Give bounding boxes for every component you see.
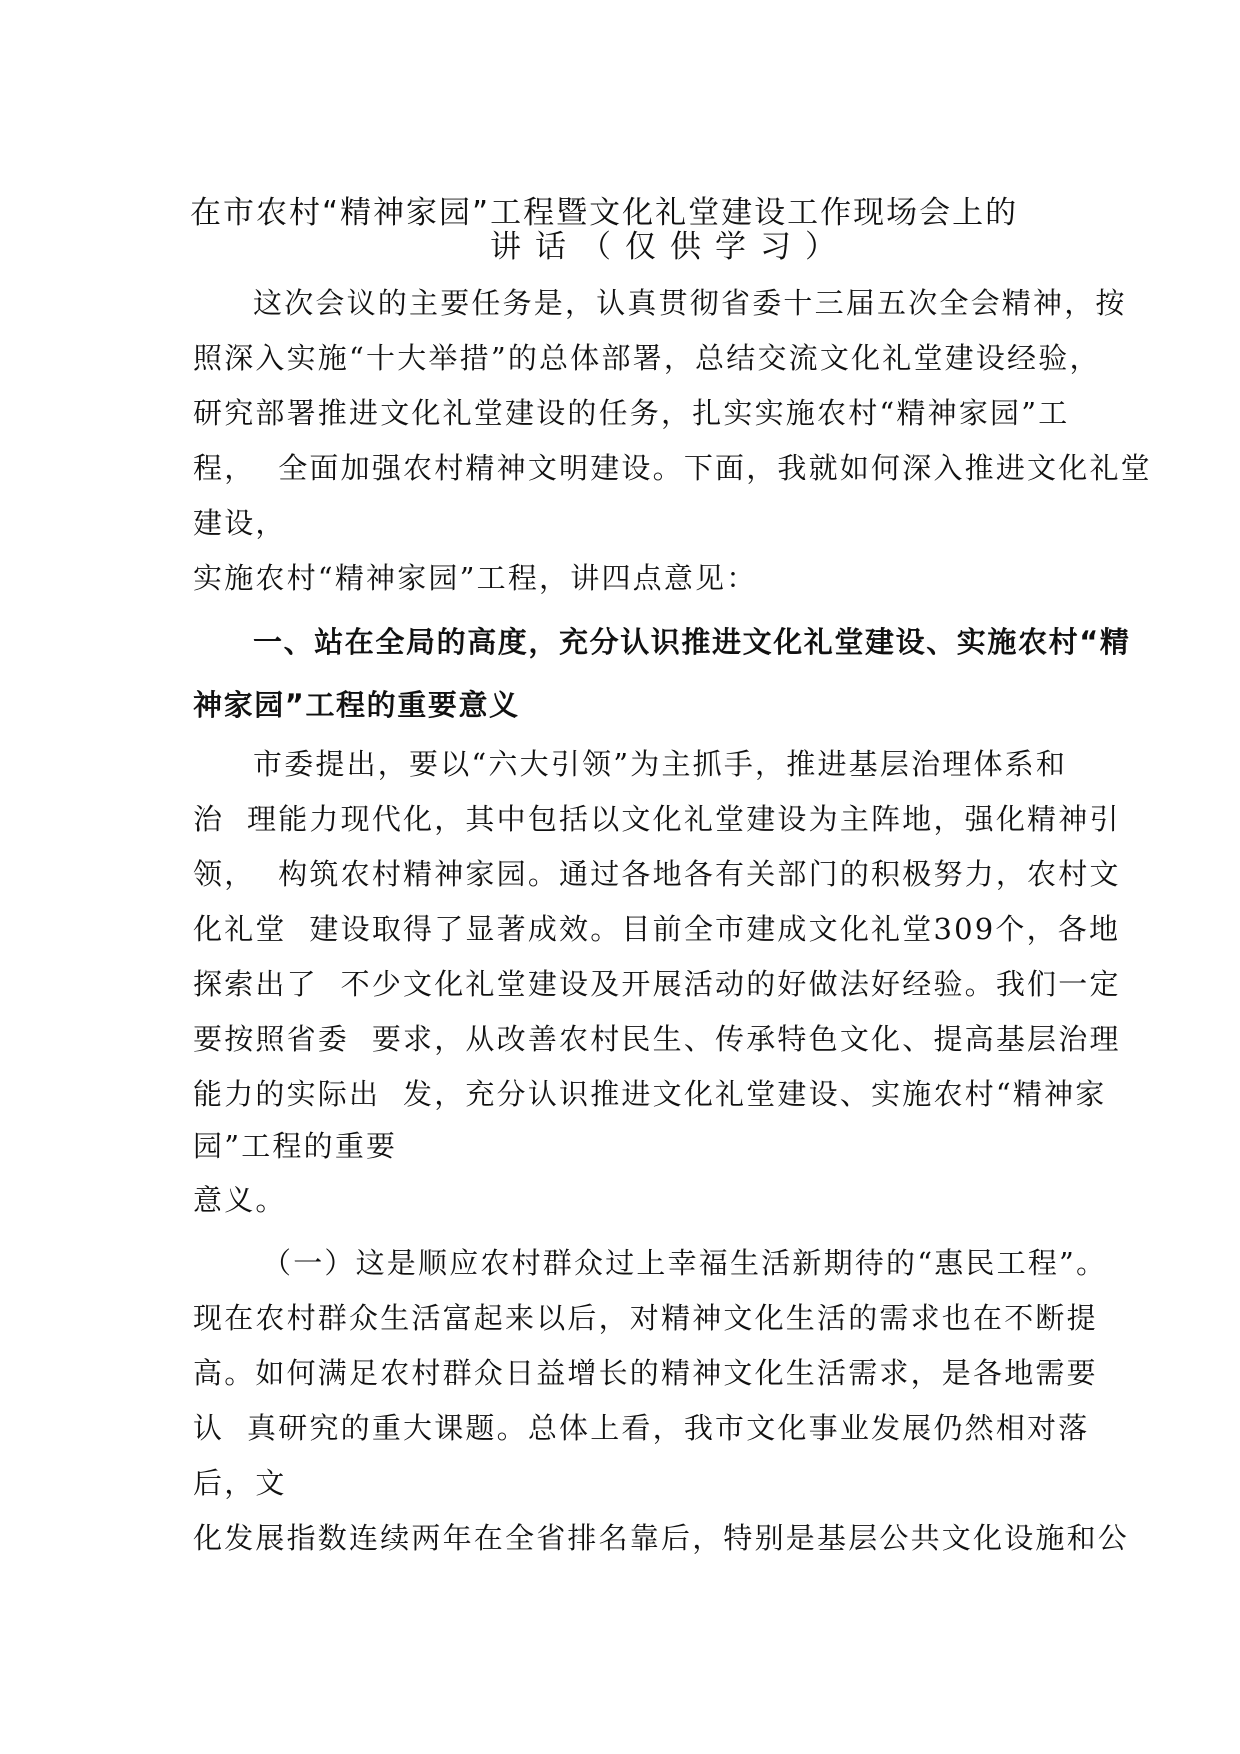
paragraph-line: 要按照省委 要求，从改善农村民生、传承特色文化、提高基层治理 <box>193 1022 1121 1056</box>
paragraph-line: 照深入实施“十大举措”的总体部署，总结交流文化礼堂建设经验， <box>193 341 1101 375</box>
paragraph-line: 探索出了 不少文化礼堂建设及开展活动的好做法好经验。我们一定 <box>193 967 1121 1001</box>
paragraph-line: 程， 全面加强农村精神文明建设。下面，我就如何深入推进文化礼堂 <box>193 451 1152 485</box>
paragraph-line: 化发展指数连续两年在全省排名靠后，特别是基层公共文化设施和公 <box>193 1521 1130 1555</box>
paragraph-line: 能力的实际出 发，充分认识推进文化礼堂建设、实施农村“精神家 <box>193 1077 1107 1111</box>
paragraph-line: 治 理能力现代化，其中包括以文化礼堂建设为主阵地，强化精神引 <box>193 802 1121 836</box>
paragraph-line: （一）这是顺应农村群众过上幸福生活新期待的“惠民工程”。 <box>262 1246 1108 1280</box>
paragraph-line: 市委提出，要以“六大引领”为主抓手，推进基层治理体系和 <box>253 747 1068 781</box>
paragraph-line: 建设， <box>193 506 287 540</box>
paragraph-line: 研究部署推进文化礼堂建设的任务，扎实实施农村“精神家园”工 <box>193 396 1070 430</box>
section-heading: 神家园”工程的重要意义 <box>193 688 520 722</box>
paragraph-line: 现在农村群众生活富起来以后，对精神文化生活的需求也在不断提 <box>193 1301 1098 1335</box>
paragraph-line: 园”工程的重要 <box>193 1129 398 1163</box>
paragraph-line: 认 真研究的重大课题。总体上看，我市文化事业发展仍然相对落 <box>193 1411 1090 1445</box>
paragraph-line: 高。如何满足农村群众日益增长的精神文化生活需求，是各地需要 <box>193 1356 1098 1390</box>
paragraph-line: 实施农村“精神家园”工程，讲四点意见： <box>193 561 758 595</box>
paragraph-line: 领， 构筑农村精神家园。通过各地各有关部门的积极努力，农村文 <box>193 857 1121 891</box>
paragraph-line: 意义。 <box>193 1183 287 1217</box>
paragraph-line: 后，文 <box>193 1466 287 1500</box>
document-title-line-2: 讲话（仅供学习） <box>490 229 850 265</box>
document-title-line-1: 在市农村“精神家园”工程暨文化礼堂建设工作现场会上的 <box>190 195 1019 231</box>
section-heading: 一、站在全局的高度，充分认识推进文化礼堂建设、实施农村“精 <box>253 625 1131 659</box>
paragraph-line: 这次会议的主要任务是，认真贯彻省委十三届五次全会精神，按 <box>253 286 1127 320</box>
paragraph-line: 化礼堂 建设取得了显著成效。目前全市建成文化礼堂309个，各地 <box>193 912 1121 946</box>
